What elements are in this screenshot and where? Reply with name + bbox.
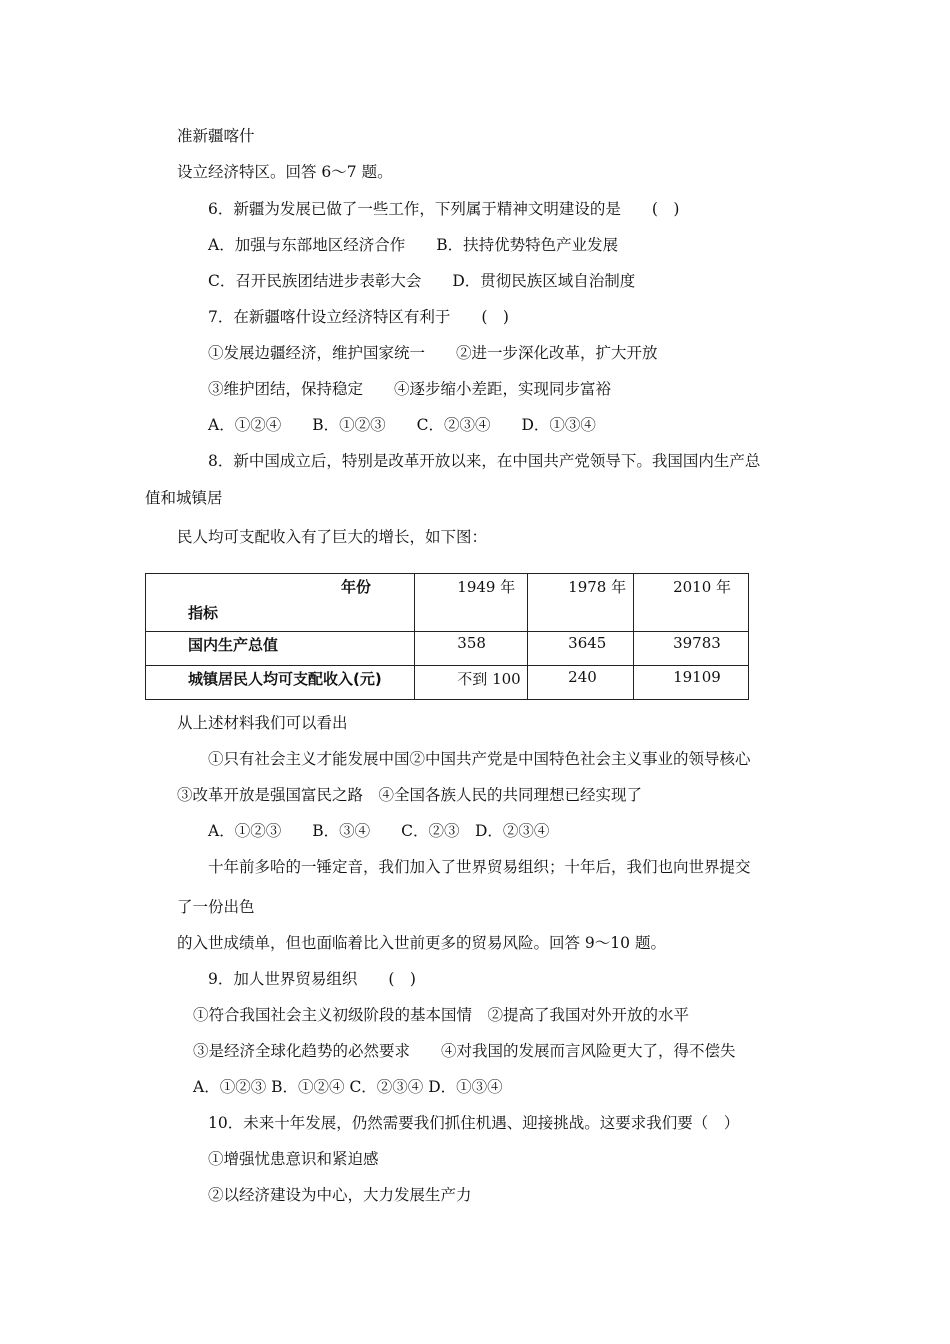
text-line: 的入世成绩单，但也面临着比入世前更多的贸易风险。回答 9～10 题。 bbox=[177, 934, 666, 952]
year-header: 1949 年 bbox=[415, 574, 528, 632]
question-6-options-ab: A．加强与东部地区经济合作 B．扶持优势特色产业发展 bbox=[208, 236, 619, 254]
table-row bbox=[146, 666, 749, 700]
question-10-statement-1: ①增强忧患意识和紧迫感 bbox=[208, 1150, 379, 1168]
text-line: 准新疆喀什 bbox=[177, 127, 255, 145]
question-8-options: A．①②③ B．③④ C．②③ D．②③④ bbox=[208, 822, 550, 840]
corner-year-label: 年份 bbox=[341, 578, 372, 596]
table-row bbox=[146, 632, 749, 666]
question-9: 9．加人世界贸易组织 ( ) bbox=[208, 970, 416, 988]
table-corner-cell bbox=[146, 574, 415, 632]
question-9-options: A．①②③ B．①②④ C．②③④ D．①③④ bbox=[193, 1078, 503, 1096]
row-label: 国内生产总值 bbox=[146, 632, 415, 666]
question-7-statements-34: ③维护团结，保持稳定 ④逐步缩小差距，实现同步富裕 bbox=[208, 380, 612, 398]
question-7-statements-12: ①发展边疆经济，维护国家统一 ②进一步深化改革，扩大开放 bbox=[208, 344, 658, 362]
corner-indicator-label: 指标 bbox=[188, 604, 219, 622]
question-8-statements-34: ③改革开放是强国富民之路 ④全国各族人民的共同理想已经实现了 bbox=[177, 786, 643, 804]
year-header: 2010 年 bbox=[634, 574, 749, 632]
text-line: 值和城镇居 bbox=[145, 489, 223, 507]
question-9-statements-34: ③是经济全球化趋势的必然要求 ④对我国的发展而言风险更大了，得不偿失 bbox=[193, 1042, 736, 1060]
question-7: 7．在新疆喀什设立经济特区有利于 ( ) bbox=[208, 308, 509, 326]
passage-wto: 十年前多哈的一锤定音，我们加入了世界贸易组织；十年后，我们也向世界提交 bbox=[208, 858, 751, 876]
question-8: 8．新中国成立后，特别是改革开放以来，在中国共产党领导下。我国国内生产总 bbox=[208, 452, 761, 470]
year-header: 1978 年 bbox=[528, 574, 634, 632]
text-line: 了一份出色 bbox=[177, 898, 255, 916]
table-cell: 19109 bbox=[634, 666, 749, 700]
question-6-options-cd: C．召开民族团结进步表彰大会 D．贯彻民族区域自治制度 bbox=[208, 272, 636, 290]
table-cell: 358 bbox=[415, 632, 528, 666]
text-line: 民人均可支配收入有了巨大的增长，如下图： bbox=[177, 528, 488, 546]
question-10-statement-2: ②以经济建设为中心，大力发展生产力 bbox=[208, 1186, 472, 1204]
row-label: 城镇居民人均可支配收入(元) bbox=[146, 666, 415, 700]
table-header-row bbox=[146, 574, 749, 632]
table-cell: 不到 100 bbox=[415, 666, 528, 700]
text-line: 从上述材料我们可以看出 bbox=[177, 714, 348, 732]
table-cell: 240 bbox=[528, 666, 634, 700]
text-line: 设立经济特区。回答 6～7 题。 bbox=[177, 163, 393, 181]
question-9-statements-12: ①符合我国社会主义初级阶段的基本国情 ②提高了我国对外开放的水平 bbox=[193, 1006, 690, 1024]
question-10: 10．未来十年发展，仍然需要我们抓住机遇、迎接挑战。这要求我们要（ ） bbox=[208, 1114, 740, 1132]
table-cell: 3645 bbox=[528, 632, 634, 666]
question-7-options: A．①②④ B．①②③ C．②③④ D．①③④ bbox=[208, 416, 596, 434]
data-table bbox=[145, 573, 749, 700]
table-cell: 39783 bbox=[634, 632, 749, 666]
question-8-statements-12: ①只有社会主义才能发展中国②中国共产党是中国特色社会主义事业的领导核心 bbox=[208, 750, 751, 768]
question-6: 6．新疆为发展已做了一些工作，下列属于精神文明建设的是 ( ) bbox=[208, 200, 680, 218]
